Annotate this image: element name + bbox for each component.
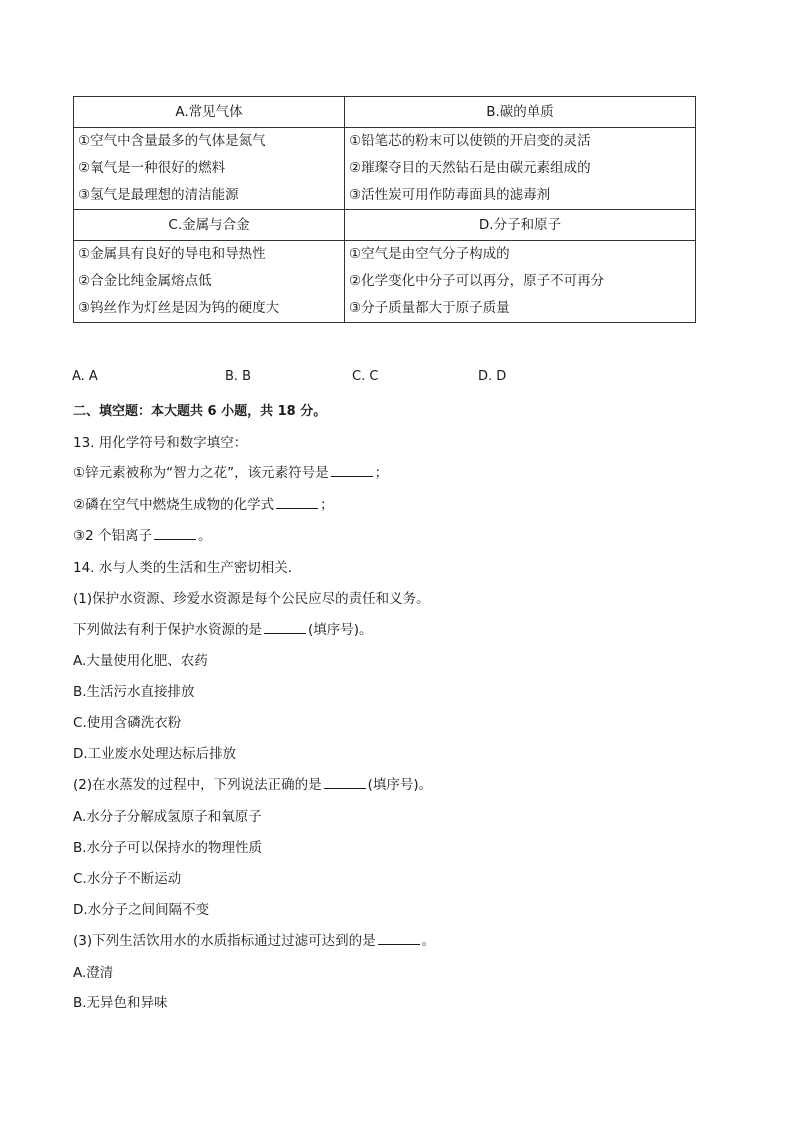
q14-part2-option: A.水分子分解成氢原子和氧原子 [73,809,262,825]
q14-part3-option: A.澄清 [73,965,114,981]
table-a-item: ①空气中含量最多的气体是氮气 [78,133,266,149]
answer-blank[interactable] [324,776,366,789]
q14-part3-option: B.无异色和异味 [73,995,168,1011]
answer-blank[interactable] [378,932,420,945]
table-a-item: ②氧气是一种很好的燃料 [78,160,226,176]
q14-part1-question [73,618,373,638]
answer-blank[interactable] [276,496,318,509]
table-d-item: ③分子质量都大于原子质量 [349,300,510,316]
table-d-item: ②化学变化中分子可以再分，原子不可再分 [349,273,605,289]
table-d-item: ①空气是由空气分子构成的 [349,246,510,262]
answer-choices [72,369,672,387]
table-b-item: ③活性炭可用作防毒面具的滤毒剂 [349,187,551,203]
q14-part1-option: D.工业废水处理达标后排放 [73,746,237,762]
table-head-c: C.金属与合金 [74,210,345,241]
table-b-item: ①铅笔芯的粉末可以使锁的开启变的灵活 [349,133,591,149]
choice-d[interactable]: D. D [478,369,507,384]
table-a-item: ③氢气是最理想的清洁能源 [78,187,239,203]
q14-part2-text: (2)在水蒸发的过程中，下列说法正确的是 [73,777,322,793]
q13-line-1 [73,461,388,481]
table-head-d: D.分子和原子 [345,210,696,241]
q14-part2-end: (填序号)。 [367,777,433,793]
table-cell-a [74,128,345,210]
q13-line-3-text: ③2 个铝离子 [73,528,152,544]
q14-part2-option: B.水分子可以保持水的物理性质 [73,840,263,856]
q13-line-1-text: ①锌元素被称为“智力之花”，该元素符号是 [73,465,329,481]
table-c-item: ②合金比纯金属熔点低 [78,273,212,289]
q14-part1-question-end: (填序号)。 [308,622,373,638]
q14-part1-question-text: 下列做法有利于保护水资源的是 [73,622,262,638]
q14-part1: (1)保护水资源、珍爱水资源是每个公民应尽的责任和义务。 [73,591,430,607]
q14-part3-end: 。 [421,933,436,949]
answer-blank[interactable] [154,527,196,540]
q13-line-2-text: ②磷在空气中燃烧生成物的化学式 [73,497,275,513]
table-c-item: ③钨丝作为灯丝是因为钨的硬度大 [78,300,280,316]
q14-part2-option: D.水分子之间间隔不变 [73,902,210,918]
q14-part3-text: (3)下列生活饮用水的水质指标通过过滤可达到的是 [73,933,376,949]
table-head-a: A.常见气体 [74,97,345,128]
table-cell-c [74,241,345,323]
table-head-b: B.碳的单质 [345,97,696,128]
table-cell-d [345,241,696,323]
q13-line-1-end: ； [374,465,389,481]
choice-a[interactable]: A. A [72,369,98,384]
q14-part2 [73,773,432,793]
answer-blank[interactable] [264,621,306,634]
q13-line-3 [73,524,211,544]
q13-line-2-end: ； [320,497,334,513]
table-cell-b [345,128,696,210]
comparison-table [73,96,696,323]
q13-line-3-end: 。 [197,528,212,544]
choice-b[interactable]: B. B [225,369,252,384]
q14-part1-option: B.生活污水直接排放 [73,684,195,700]
choice-c[interactable]: C. C [352,369,379,384]
q13-stem: 13. 用化学符号和数字填空： [73,435,248,451]
q14-stem: 14. 水与人类的生活和生产密切相关． [73,560,302,576]
q14-part2-option: C.水分子不断运动 [73,871,182,887]
table-b-item: ②璀璨夺目的天然钻石是由碳元素组成的 [349,160,591,176]
table-c-item: ①金属具有良好的导电和导热性 [78,246,266,262]
q14-part1-option: C.使用含磷洗衣粉 [73,715,182,731]
q13-line-2 [73,493,334,513]
answer-blank[interactable] [331,464,373,477]
q14-part3 [73,929,435,949]
section-title: 二、填空题：本大题共 6 小题，共 18 分。 [73,404,327,419]
q14-part1-option: A.大量使用化肥、农药 [73,653,208,669]
